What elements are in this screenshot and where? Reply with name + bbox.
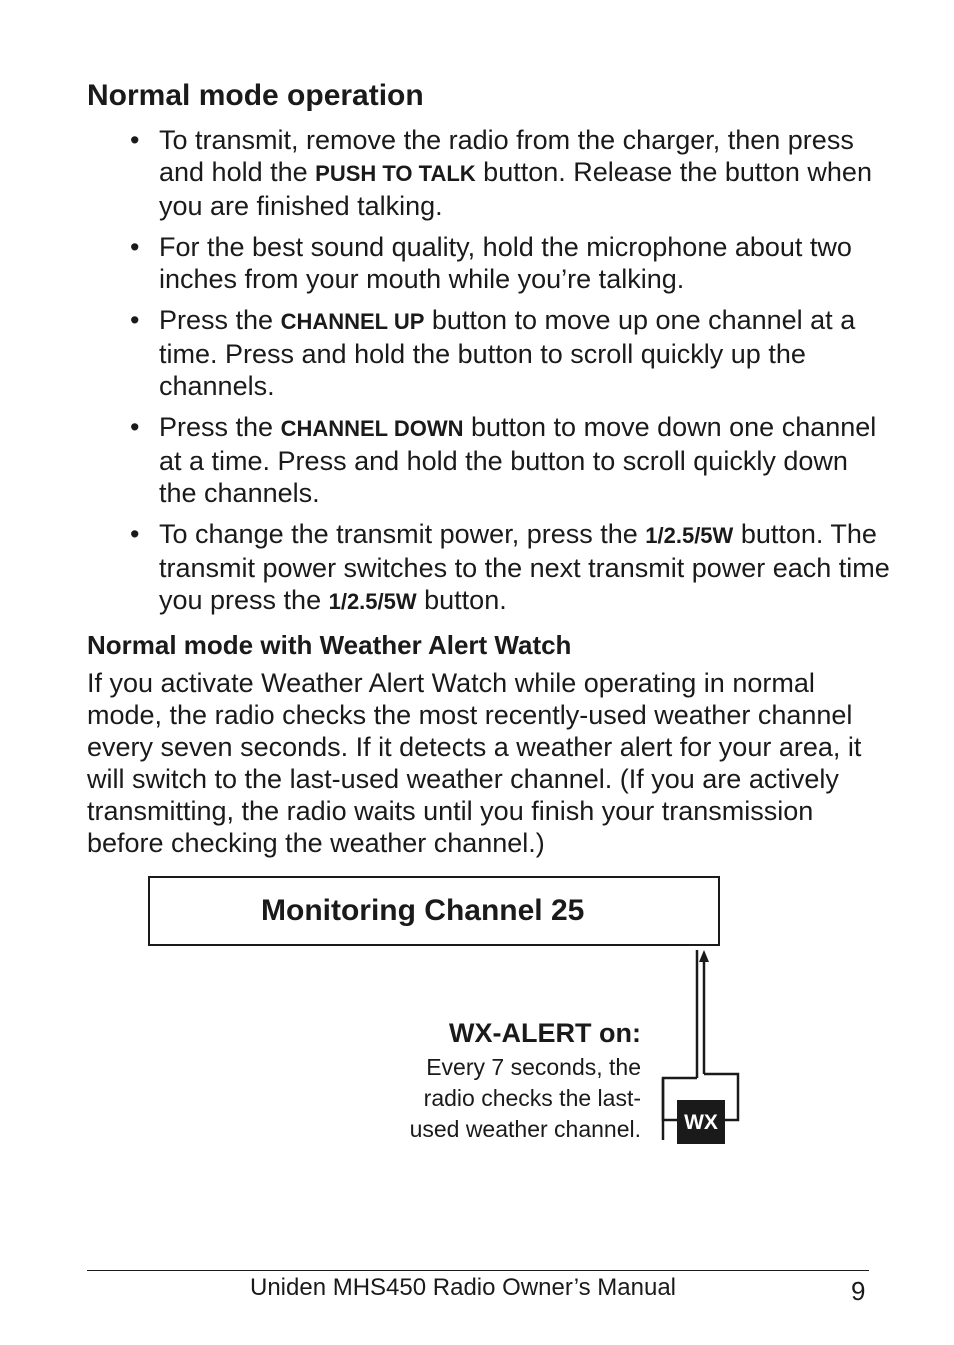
section-heading-weather-alert: Normal mode with Weather Alert Watch bbox=[87, 630, 572, 660]
bullet-transmit-power bbox=[130, 518, 890, 618]
operation-bullet-list bbox=[130, 124, 890, 627]
monitoring-channel-box bbox=[148, 876, 720, 946]
bullet-icon: • bbox=[130, 412, 140, 442]
page-number: 9 bbox=[851, 1276, 866, 1306]
wx-alert-line: used weather channel. bbox=[409, 1116, 641, 1142]
bullet-icon: • bbox=[130, 305, 140, 335]
section-heading-normal-mode: Normal mode operation bbox=[87, 79, 424, 112]
wx-alert-description bbox=[341, 1052, 641, 1145]
wx-badge-icon: WX bbox=[677, 1100, 725, 1144]
wx-alert-line: Every 7 seconds, the bbox=[426, 1054, 641, 1080]
weather-alert-paragraph: If you activate Weather Alert Watch while operating in normal mode, the radio checks the most recently-used weather channel every seven seconds. If it detects a weather alert for your area, it will switch to the last-used weather channel. (If you are actively transmitting, the radio waits until you finish your transmission before checking the weather channel.) bbox=[87, 668, 862, 858]
bullet-text: button. bbox=[416, 585, 507, 615]
bullet-text: Press the bbox=[159, 412, 281, 442]
bullet-text: To change the transmit power, press the bbox=[159, 519, 646, 549]
bullet-text: button. The transmit power switches to the next transmit power each time you press the bbox=[159, 519, 890, 615]
bullet-channel-down bbox=[130, 411, 890, 509]
arrow-up-icon bbox=[699, 950, 709, 962]
bullet-icon: • bbox=[130, 519, 140, 549]
bullet-text: button. Release the button when you are finished talking. bbox=[159, 157, 872, 221]
bullet-text: Press the bbox=[159, 305, 281, 335]
button-keyword: CHANNEL UP bbox=[280, 309, 425, 334]
wx-alert-title: WX-ALERT on: bbox=[449, 1018, 641, 1048]
button-keyword: PUSH TO TALK bbox=[315, 161, 476, 186]
bullet-transmit bbox=[130, 124, 890, 222]
bullet-sound-quality bbox=[130, 231, 890, 295]
button-keyword: CHANNEL DOWN bbox=[280, 416, 464, 441]
bullet-text: For the best sound quality, hold the microphone about two inches from your mouth while you’re talking. bbox=[159, 232, 852, 294]
bullet-text: To transmit, remove the radio from the charger, then press and hold the bbox=[159, 125, 854, 187]
footer-manual-title: Uniden MHS450 Radio Owner’s Manual bbox=[250, 1274, 676, 1301]
button-keyword: 1/2.5/5W bbox=[645, 523, 734, 548]
bullet-text: button to move up one channel at a time. Press and hold the button to scroll quickly up the channels. bbox=[159, 305, 856, 401]
bullet-channel-up bbox=[130, 304, 890, 402]
bullet-icon: • bbox=[130, 232, 140, 262]
footer-divider bbox=[87, 1270, 869, 1271]
bullet-icon: • bbox=[130, 125, 140, 155]
bullet-text: button to move down one channel at a time. Press and hold the button to scroll quickly down the channels. bbox=[159, 412, 877, 508]
wx-alert-line: radio checks the last- bbox=[423, 1085, 641, 1111]
monitoring-channel-label: Monitoring Channel 25 bbox=[261, 894, 585, 927]
button-keyword: 1/2.5/5W bbox=[328, 589, 417, 614]
